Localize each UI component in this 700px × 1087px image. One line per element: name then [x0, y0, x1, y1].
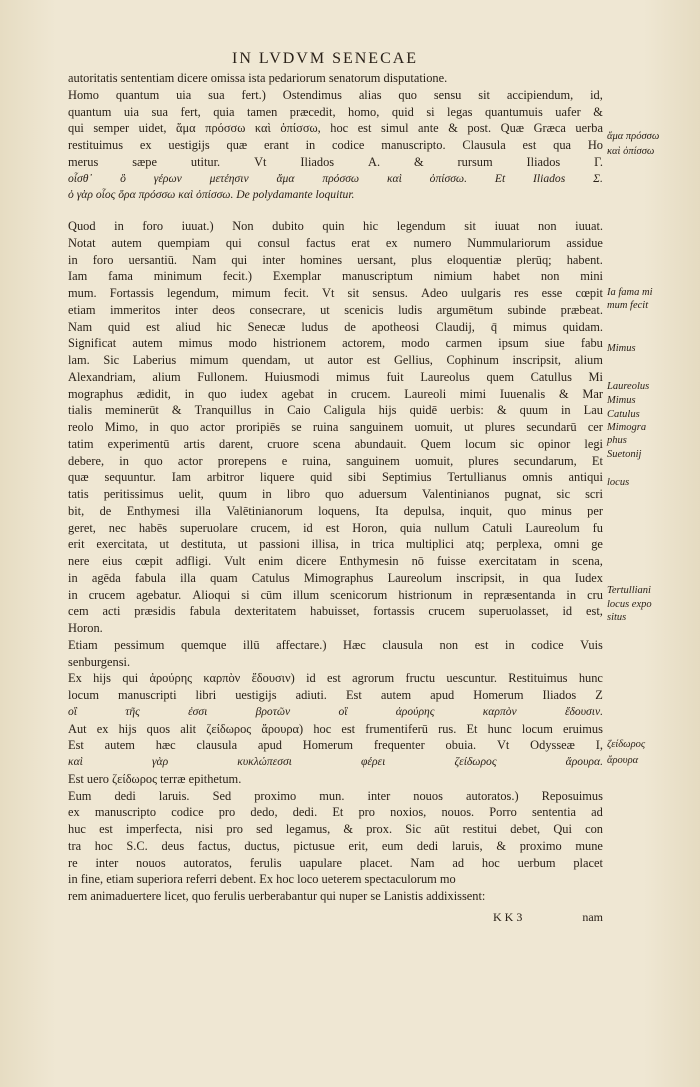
margin-note: Mimogra	[607, 422, 647, 433]
text-line: in agēda fabula illa quam Catulus Mimographus Laureolum inscripsit, in qua Iudex	[68, 570, 603, 585]
running-head: IN LVDVM SENECAE	[232, 50, 419, 67]
text-line: quæ sequuntur. Iam arbitror liquere quid sibi Septimius Tertullianus omnis antiqui	[68, 470, 603, 485]
text-line: cem acti præsidis fabula dexteritatem habuisset, fortassis crucem superuolasset, id est,	[68, 604, 603, 619]
margin-note: Mimus	[607, 395, 636, 406]
margin-note: ζείδωρος	[607, 739, 646, 750]
catchword: nam	[582, 909, 603, 924]
text-line: locum manuscripti libri uestigijs adiuti. Est autem apud Homerum Iliados Ζ	[68, 688, 603, 702]
text-line: Quod in foro iuuat.) Non dubito quin hic legendum sit iuuat non iuuat.	[68, 219, 603, 233]
text-line: reolo Mimo, in quo actor proripiēs se ruina sanguinem uomuit, ut plures secundarū cer	[68, 420, 603, 434]
text-line: mum. Fortassis legendum, mimum fecit. Vt sit sensus. Adeo uulgaris res esse cœpit	[68, 286, 603, 300]
margin-note: situs	[607, 612, 627, 623]
text-line: debere, in quo actor prorepens e ruina, sanguinem uomuit, plures secundarum, Et	[68, 453, 603, 468]
margin-note: ἅμα πρόσσω	[607, 131, 660, 142]
text-line: in foro uersantiū. Nam qui inter homines uersant, plus eloquentiæ plerūq; habent.	[68, 252, 603, 267]
text-line: in crucem agebatur. Alioqui si cūm illum scenicorum histrionum in repræsentanda in cru	[68, 587, 603, 602]
margin-note: phus	[607, 435, 627, 446]
text-line: Horon.	[68, 621, 103, 635]
text-line: Significat autem mimus modo histrionem actorem, modo carmen ipsum siue fabu	[68, 336, 603, 351]
text-line: tatis peritissimus uelit, quum in libro quo aduersum Valentinianos pugnat, sic scri	[68, 487, 603, 501]
text-line: ὁ γὰρ οἶος ὅρα πρόσσω καὶ ὀπίσσω. De polydamante loquitur.	[68, 188, 355, 202]
text-line: οἶσθ᾽ ὃ γέρων μετέησιν ἅμα πρόσσω καὶ ὀπίσσω. Et Iliados Σ.	[68, 171, 603, 185]
text-line: Iam fama minimum fecit.) Exemplar manuscriptum nimium habet non mini	[68, 269, 603, 284]
text-line: Homo quantum uia sua fert.) Ostendimus alias quo sensu sit accipiendum, id,	[68, 87, 603, 102]
text-line: senburgensi.	[68, 654, 131, 669]
margin-note: Tertulliani	[607, 585, 651, 596]
signature-line	[68, 909, 603, 926]
text-line: erit exercitata, ut destituta, ut passioni illisa, in trica multiplici atq; perplexa, omni ge	[68, 537, 603, 552]
text-line: καὶ γὰρ κυκλώπεσσι φέρει ζείδωρος ἄρουρα.	[68, 755, 603, 768]
text-line: merus sæpe utitur. Vt Iliados A. & rursum Iliados Γ.	[68, 154, 603, 169]
margin-note: Mimus	[607, 343, 636, 354]
text-line: geret, nec habēs superuolare crucem, id est Horon, quia nullum Catuli Laureolum fu	[68, 520, 603, 535]
text-line: Nam quid est aliud hic Senecæ ludus de apotheosi Claudij, q̄ mimus quidam.	[68, 319, 603, 334]
text-line: tatim experimentū artis darent, cruore scena abundauit. Quem locum sic opinor legi	[68, 436, 603, 451]
text-line: lam. Sic Laberius mimum quendam, ut autor est Gellius, Cophinum inscripsit, alium	[68, 353, 603, 367]
text-line: autoritatis sententiam dicere omissa ista pedariorum senatorum disputatione.	[68, 71, 448, 85]
text-line: Est uero ζείδωρος terræ epithetum.	[68, 771, 242, 786]
text-line: mographus ædidit, in quo iudex agebat in crucem. Laureoli mimi Iuuenalis & Mar	[68, 386, 603, 401]
text-line: Notat autem quempiam qui consul factus erat ex numero Nummulariorum assidue	[68, 235, 603, 250]
text-line: tialis meminerūt & Tranquillus in Caio Caligula hijs quidē uerbis: & quum in Lau	[68, 403, 603, 418]
text-line: ex manuscripto codice pro dedo, dedi. Et pro noxios, nouos. Porro sententia ad	[68, 805, 603, 820]
margin-note: καὶ ὀπίσσω	[607, 146, 655, 157]
margin-note: Catulus	[607, 409, 640, 420]
text-line: rem animaduertere licet, quo ferulis uerberabantur qui nuper se Lanistis addixissent:	[68, 889, 486, 903]
text-line: re inter nouos autoratos, ferulis uapulare placet. Nam ad hoc uerbum placet	[68, 855, 603, 870]
text-line: etiam immeritos inter deos consecrare, ut scenicis ludis argumētum subinde præbeat.	[68, 302, 603, 317]
text-line: quantum uia sua fert, quia tamen præcedit, homo, quid si legas quantumuis uafer &	[68, 104, 603, 119]
text-line: Etiam pessimum quemque illū affectare.) Hæc clausula non est in codice Vuis	[68, 637, 603, 652]
text-line: οἳ τῆς ἐσσι βροτῶν οἳ ἀρούρης καρπὸν ἔδουσιν.	[68, 704, 603, 718]
margin-note: Laureolus	[607, 381, 650, 392]
text-line: Aut ex hijs quos alit ζείδωρος ἄρουρα) hoc est frumentiferū rus. Et hunc locum eruimus	[68, 721, 603, 736]
margin-note: mum fecit	[607, 300, 649, 311]
text-line: tra hoc S.C. deus factus, ductus, pictusue erit, eum dedi laruis, & proximo mune	[68, 838, 603, 853]
text-line: Est autem hæc clausula apud Homerum frequenter obuia. Vt Odysseæ Ι,	[68, 738, 603, 753]
signature-mark: K K 3	[492, 909, 523, 924]
margin-note: locus expo	[607, 599, 652, 610]
margin-note: ἄρουρα	[607, 755, 639, 766]
text-line: bit, de Enthymesi illa Valētinianorum loquens, Ita depulsa, inquit, quo minus per	[68, 503, 603, 518]
text-line: Eum dedi laruis. Sed proximo mun. inter nouos autoratos.) Reposuimus	[68, 788, 603, 803]
text-line: Ex hijs qui ἀρούρης καρπὸν ἔδουσιν) id est agrorum fructu uescuntur. Restituimus hunc	[68, 671, 603, 686]
text-line: Alexandriam, alium Fullonem. Huiusmodi mimus fuit Laureolus quem Catullus Mi	[68, 369, 603, 384]
margin-note: Ia fama mi	[607, 287, 653, 298]
margin-note: locus	[607, 477, 630, 488]
text-line: huc est imperfecta, nisi pro sed legamus, & prox. Sic aūt restitui debet, Qui con	[68, 822, 603, 836]
text-line: in fine, etiam superiora referri debent. Ex hoc loco ueterem spectaculorum mo	[68, 872, 456, 887]
text-line: restituimus ex uestigijs quæ erant in codice manuscripto. Clausula est qua Ho	[68, 138, 603, 152]
text-line: qui semper uidet, ἅμα πρόσσω καὶ ὀπίσσω, hoc est simul ante & post. Quæ Græca uerba	[68, 121, 603, 136]
text-line: nere eius cœpit adfligi. Vult enim dicere Enthymesin nō fuisse exercitatam in scena,	[68, 554, 603, 568]
margin-note: Suetonij	[607, 449, 642, 460]
main-text	[68, 70, 603, 926]
